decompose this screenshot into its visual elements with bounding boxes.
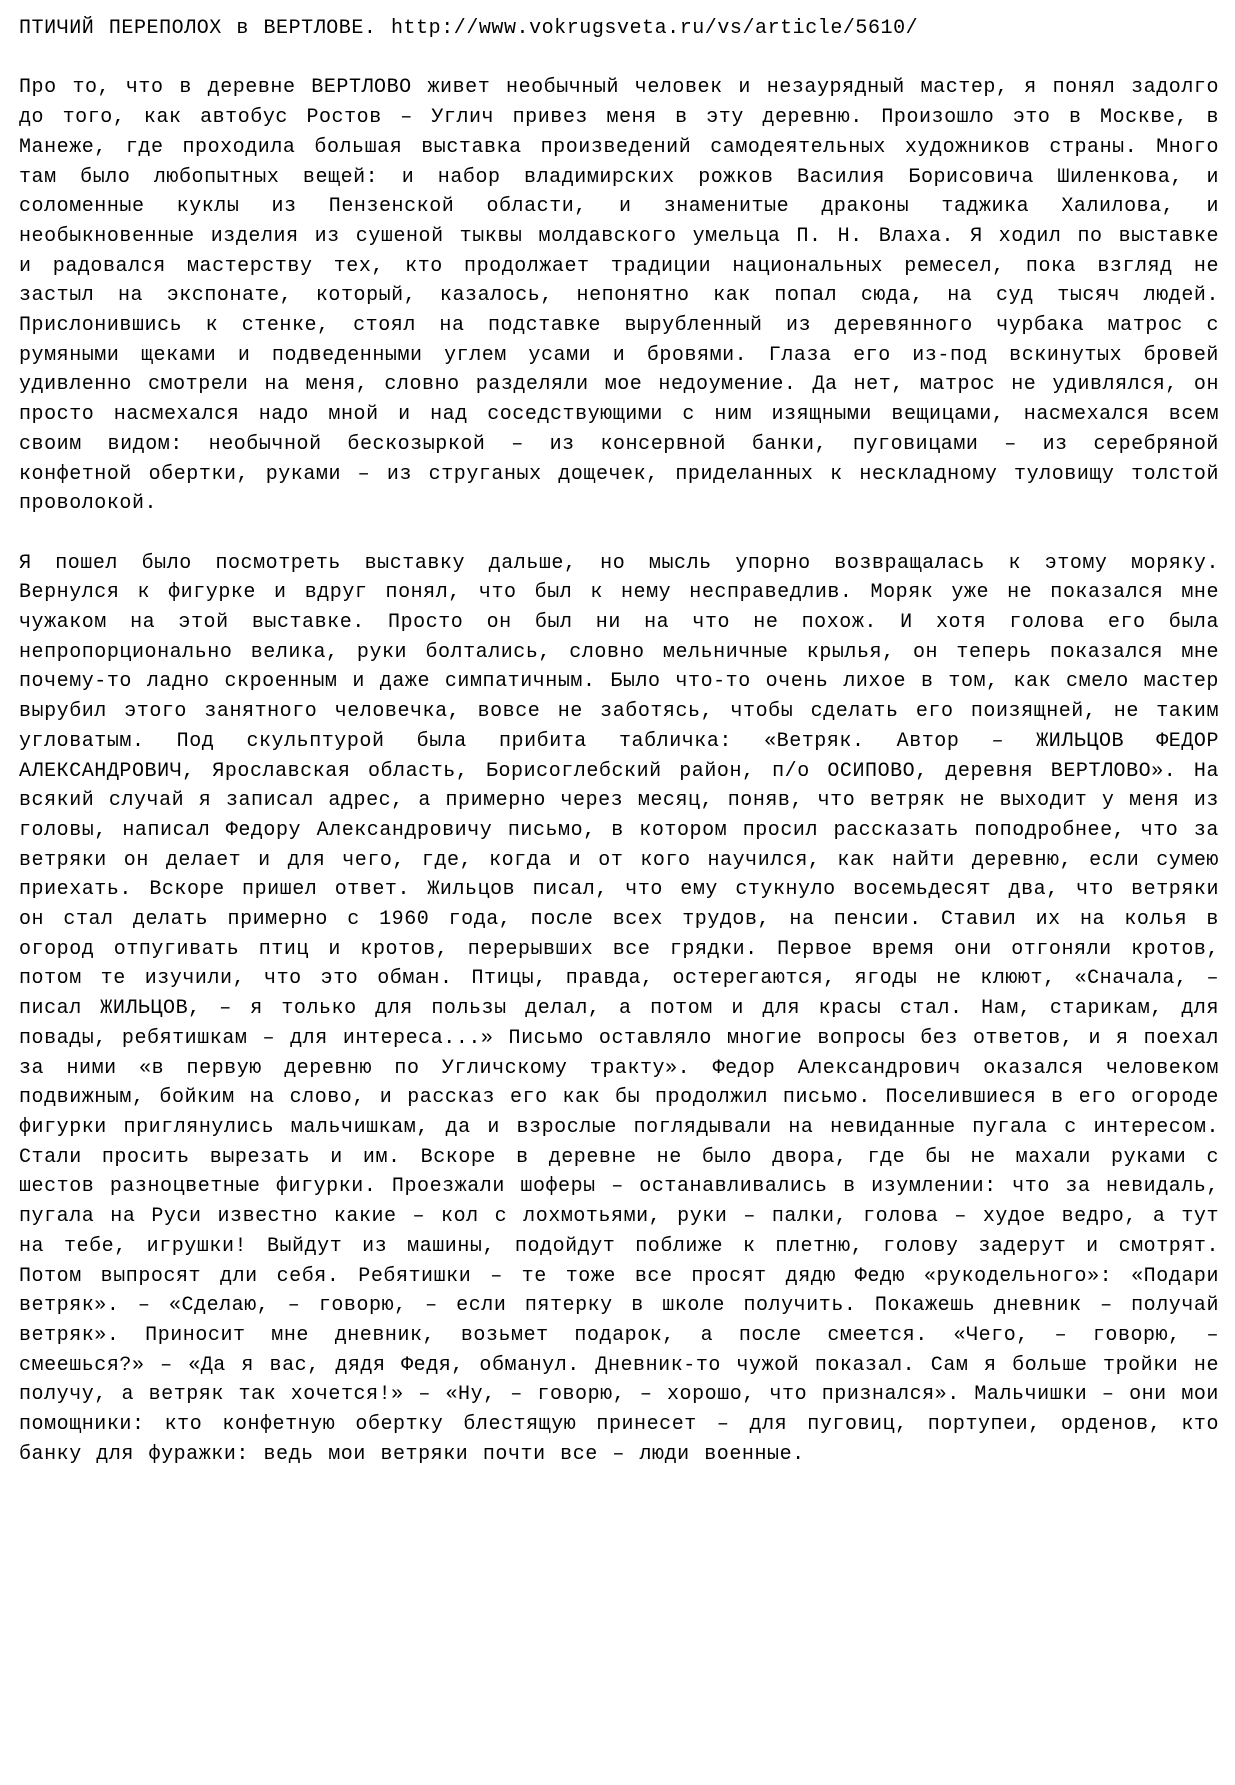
document-title-line: ПТИЧИЙ ПЕРЕПОЛОХ в ВЕРТЛОВЕ. http://www.vokrugsveta.ru/vs/article/5610/ (19, 17, 919, 40)
paragraph-2: Я пошел было посмотреть выставку дальше, но мысль упорно возвращалась к этому моряку. Вернулся к фигурке и вдруг понял, что был к нему несправедлив. Моряк уже не показался мне чужаком на этой выставке. Просто он был ни на что не похож. И хотя голова его была непропорционально велика, руки болтались, словно мельничные крылья, он теперь показался мне почему-то ладно скроенным и даже симпатичным. Было что-то очень лихое в том, как смело мастер вырубил этого занятного человечка, вовсе не заботясь, чтобы сделать его поизящней, не таким угловатым. Под скульптурой была прибита табличка: «Ветряк. Автор – ЖИЛЬЦОВ ФЕДОР АЛЕКСАНДРОВИЧ, Ярославская область, Борисоглебский район, п/о ОСИПОВО, деревня ВЕРТЛОВО». На всякий случай я записал адрес, а примерно через месяц, поняв, что ветряк не выходит у меня из головы, написал Федору Александровичу письмо, в котором просил рассказать поподробнее, что за ветряки он делает и для чего, где, когда и от кого научился, как найти деревню, если сумею приехать. Вскоре пришел ответ. Жильцов писал, что ему стукнуло восемьдесят два, что ветряки он стал делать примерно с 1960 года, после всех трудов, на пенсии. Ставил их на колья в огород отпугивать птиц и кротов, перерывших все грядки. Первое время они отгоняли кротов, потом те изучили, что это обман. Птицы, правда, остерегаются, ягоды не клюют, «Сначала, – писал ЖИЛЬЦОВ, – я только для пользы делал, а потом и для красы стал. Нам, старикам, для повады, ребятишкам – для интереса...» Письмо оставляло многие вопросы без ответов, и я поехал за ними «в первую деревню по Угличскому тракту». Федор Александрович оказался человеком подвижным, бойким на слово, и рассказ его как бы продолжил письмо. Поселившиеся в его огороде фигурки приглянулись мальчишкам, да и взрослые поглядывали на невиданные пугала с интересом. Стали просить вырезать и им. Вскоре в деревне не было двора, где бы не махали руками с шестов разноцветные фигурки. Проезжали шоферы – останавливались в изумлении: что за невидаль, пугала на Руси известно какие – кол с лохмотьями, руки – палки, голова – худое ведро, а тут на тебе, игрушки! Выйдут из машины, подойдут поближе к плетню, голову задерут и смотрят. Потом выпросят дли себя. Ребятишки – те тоже все просят дядю Федю «рукодельного»: «Подари ветряк». – «Сделаю, – говорю, – если пятерку в школе получить. Покажешь дневник – получай ветряк». Приносит мне дневник, возьмет подарок, а после смеется. «Чего, – говорю, – смеешься?» – «Да я вас, дядя Федя, обманул. Дневник-то чужой показал. Сам я больше тройки не получу, а ветряк так хочется!» – «Ну, – говорю, – хорошо, что признался». Мальчишки – они мои помощники: кто конфетную обертку блестящую принесет – для пуговиц, портупеи, орденов, кто банку для фуражки: ведь мои ветряки почти все – люди военные. (19, 551, 1219, 1466)
document-page (19, 14, 1224, 1469)
paragraph-1: Про то, что в деревне ВЕРТЛОВО живет необычный человек и незаурядный мастер, я понял задолго до того, как автобус Ростов – Углич привез меня в эту деревню. Произошло это в Москве, в Манеже, где проходила большая выставка произведений самодеятельных художников страны. Много там было любопытных вещей: и набор владимирских рожков Василия Борисовича Шиленкова, и соломенные куклы из Пензенской области, и знаменитые драконы таджика Халилова, и необыкновенные изделия из сушеной тыквы молдавского умельца П. Н. Влаха. Я ходил по выставке и радовался мастерству тех, кто продолжает традиции национальных ремесел, пока взгляд не застыл на экспонате, который, казалось, непонятно как попал сюда, на суд тысяч людей. Прислонившись к стенке, стоял на подставке вырубленный из деревянного чурбака матрос с румяными щеками и подведенными углем усами и бровями. Глаза его из-под вскинутых бровей удивленно смотрели на меня, словно разделяли мое недоумение. Да нет, матрос не удивлялся, он просто насмехался надо мной и над соседствующими с ним изящными вещицами, насмехался всем своим видом: необычной бескозыркой – из консервной банки, пуговицами – из серебряной конфетной обертки, руками – из струганых дощечек, приделанных к нескладному туловищу толстой проволокой. (19, 76, 1219, 516)
